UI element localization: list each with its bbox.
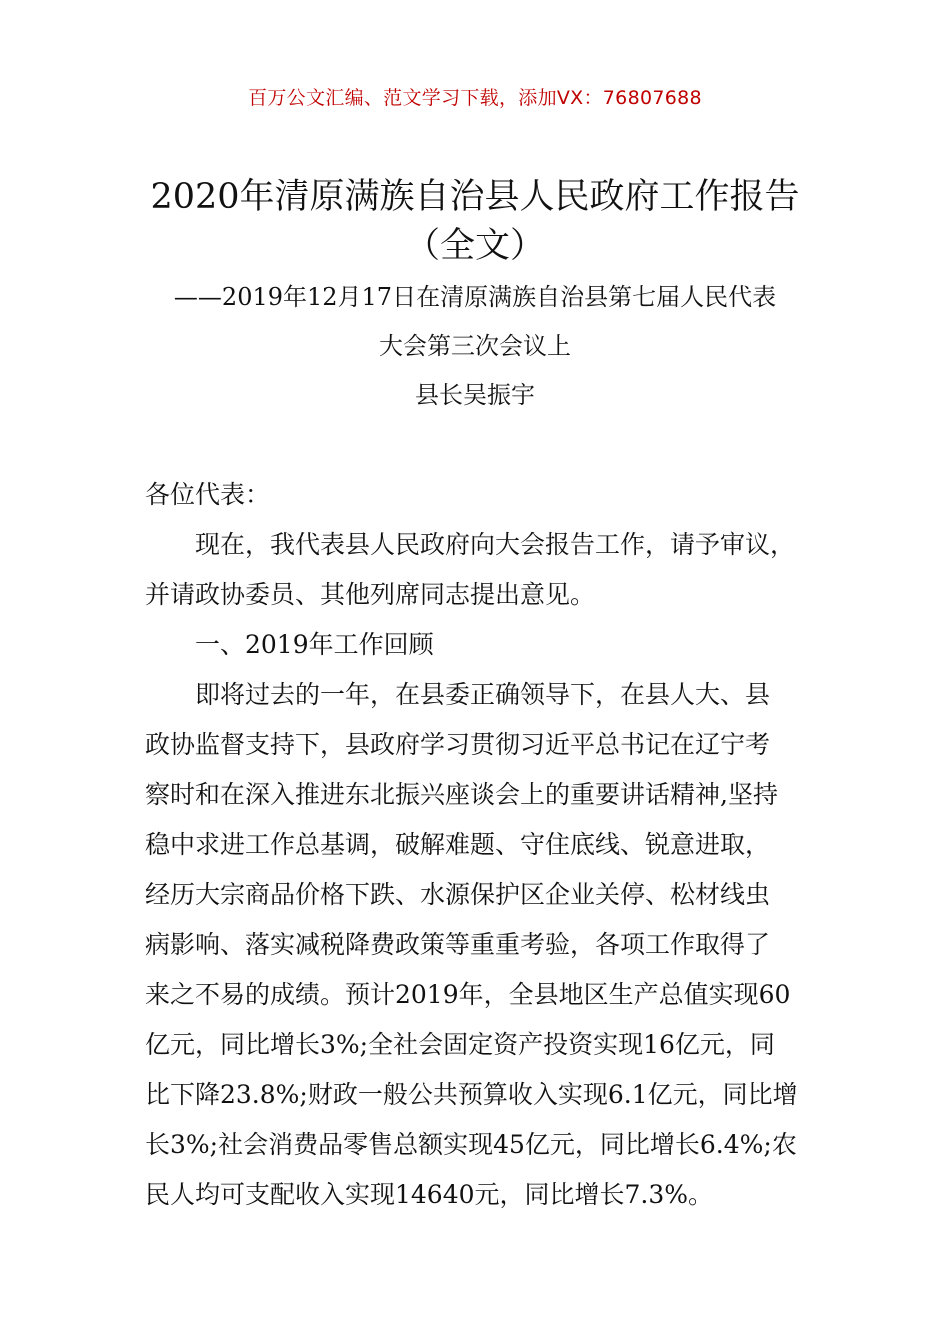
intro-line-1: 现在，我代表县人民政府向大会报告工作，请予审议， xyxy=(195,530,796,559)
salutation: 各位代表： xyxy=(145,480,271,509)
review-line: 经历大宗商品价格下跌、水源保护区企业关停、松材线虫 xyxy=(145,880,771,909)
subtitle-line-1: ——2019年12月17日在清原满族自治县第七届人民代表 xyxy=(173,283,777,311)
review-line: 察时和在深入推进东北振兴座谈会上的重要讲话精神,坚持 xyxy=(145,780,778,809)
review-line: 即将过去的一年，在县委正确领导下，在县人大、县 xyxy=(195,680,771,709)
document-title-line-2: （全文） xyxy=(404,226,545,266)
review-line: 比下降23.8%;财政一般公共预算收入实现6.1亿元，同比增 xyxy=(145,1080,798,1109)
document-body xyxy=(145,470,835,1220)
review-line: 稳中求进工作总基调，破解难题、守住底线、锐意进取， xyxy=(145,830,771,859)
review-line: 病影响、落实减税降费政策等重重考验，各项工作取得了 xyxy=(145,930,771,959)
review-line: 政协监督支持下，县政府学习贯彻习近平总书记在辽宁考 xyxy=(145,730,771,759)
document-title-line-1: 2020年清原满族自治县人民政府工作报告 xyxy=(150,177,800,217)
review-line: 民人均可支配收入实现14640元，同比增长7.3%。 xyxy=(145,1180,714,1209)
subtitle-speaker: 县长吴振宇 xyxy=(415,381,535,409)
section-heading: 一、2019年工作回顾 xyxy=(195,630,434,659)
intro-line-2: 并请政协委员、其他列席同志提出意见。 xyxy=(145,580,596,609)
review-line: 长3%;社会消费品零售总额实现45亿元，同比增长6.4%;农 xyxy=(145,1130,797,1159)
header-note: 百万公文汇编、范文学习下载，添加VX：76807688 xyxy=(248,87,702,109)
review-line: 来之不易的成绩。预计2019年，全县地区生产总值实现60 xyxy=(145,980,791,1009)
subtitle-line-2: 大会第三次会议上 xyxy=(379,332,571,360)
review-line: 亿元，同比增长3%;全社会固定资产投资实现16亿元，同 xyxy=(145,1030,775,1059)
